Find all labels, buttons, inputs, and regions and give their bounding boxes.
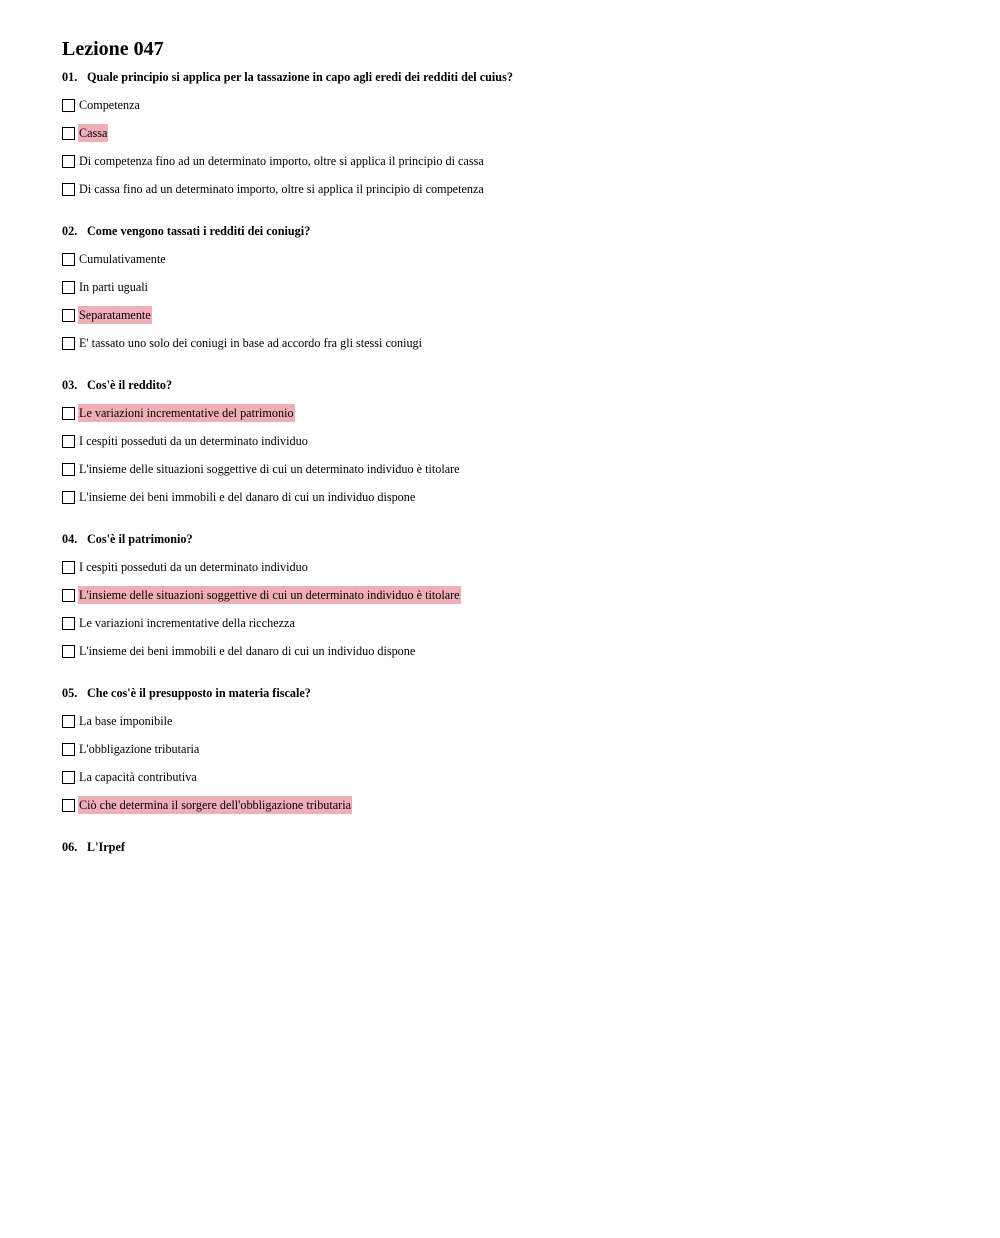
answer-checkbox[interactable] xyxy=(62,183,75,196)
answer-text: Le variazioni incrementative della ricchezza xyxy=(79,616,295,630)
highlighted-answer-text: L'insieme delle situazioni soggettive di cui un determinato individuo è titolare xyxy=(79,588,460,602)
answer-text: I cespiti posseduti da un determinato individuo xyxy=(79,434,308,448)
document-page xyxy=(62,36,962,875)
answer-text: L'obbligazione tributaria xyxy=(79,742,200,756)
answer-checkbox[interactable] xyxy=(62,617,75,630)
answer-checkbox[interactable] xyxy=(62,715,75,728)
answer-option[interactable] xyxy=(62,553,962,581)
highlighted-answer-text: Le variazioni incrementative del patrimonio xyxy=(79,406,294,420)
question-number: 01. xyxy=(62,70,78,84)
question-number: 06. xyxy=(62,840,78,854)
answer-option[interactable] xyxy=(62,329,962,357)
answer-text: Di cassa fino ad un determinato importo, oltre si applica il principio di competenza xyxy=(79,182,484,196)
answer-checkbox[interactable] xyxy=(62,799,75,812)
question-number: 03. xyxy=(62,378,78,392)
question-number: 02. xyxy=(62,224,78,238)
question-number: 04. xyxy=(62,532,78,546)
question-5 xyxy=(62,685,962,819)
answer-checkbox[interactable] xyxy=(62,561,75,574)
answer-option[interactable] xyxy=(62,273,962,301)
answer-text: La capacità contributiva xyxy=(79,770,197,784)
answer-checkbox[interactable] xyxy=(62,645,75,658)
answer-text: L'insieme dei beni immobili e del danaro di cui un individuo dispone xyxy=(79,644,416,658)
answer-option[interactable] xyxy=(62,637,962,665)
answer-option[interactable] xyxy=(62,735,962,763)
answer-checkbox[interactable] xyxy=(62,463,75,476)
answer-option[interactable] xyxy=(62,791,962,819)
answer-option[interactable] xyxy=(62,399,962,427)
page-title: Lezione 047 xyxy=(62,38,164,60)
question-heading xyxy=(62,531,962,547)
answer-option[interactable] xyxy=(62,707,962,735)
answer-option[interactable] xyxy=(62,581,962,609)
answer-text: L'insieme dei beni immobili e del danaro di cui un individuo dispone xyxy=(79,490,416,504)
highlighted-answer-text: Ciò che determina il sorgere dell'obbligazione tributaria xyxy=(79,798,352,812)
answer-option[interactable] xyxy=(62,147,962,175)
answer-text: Competenza xyxy=(79,98,140,112)
question-6 xyxy=(62,839,962,855)
answer-text: E' tassato uno solo dei coniugi in base ad accordo fra gli stessi coniugi xyxy=(79,336,423,350)
answer-checkbox[interactable] xyxy=(62,771,75,784)
question-1 xyxy=(62,69,962,203)
answer-option[interactable] xyxy=(62,119,962,147)
answer-text: In parti uguali xyxy=(79,280,149,294)
answer-checkbox[interactable] xyxy=(62,337,75,350)
question-number: 05. xyxy=(62,686,78,700)
answer-text: Di competenza fino ad un determinato importo, oltre si applica il principio di cassa xyxy=(79,154,484,168)
question-text: Come vengono tassati i redditi dei coniugi? xyxy=(87,224,311,238)
answer-option[interactable] xyxy=(62,175,962,203)
answer-option[interactable] xyxy=(62,427,962,455)
answer-checkbox[interactable] xyxy=(62,127,75,140)
answer-checkbox[interactable] xyxy=(62,155,75,168)
highlighted-answer-text: Separatamente xyxy=(79,308,151,322)
answer-text: L'insieme delle situazioni soggettive di cui un determinato individuo è titolare xyxy=(79,462,460,476)
answer-option[interactable] xyxy=(62,301,962,329)
answer-option[interactable] xyxy=(62,91,962,119)
question-heading xyxy=(62,685,962,701)
question-3 xyxy=(62,377,962,511)
answer-checkbox[interactable] xyxy=(62,407,75,420)
question-heading xyxy=(62,223,962,239)
answer-checkbox[interactable] xyxy=(62,99,75,112)
question-heading xyxy=(62,839,962,855)
answer-option[interactable] xyxy=(62,245,962,273)
answer-option[interactable] xyxy=(62,483,962,511)
answer-checkbox[interactable] xyxy=(62,491,75,504)
question-text: L'Irpef xyxy=(87,840,125,854)
answer-checkbox[interactable] xyxy=(62,435,75,448)
answer-checkbox[interactable] xyxy=(62,253,75,266)
question-list xyxy=(62,69,962,855)
answer-checkbox[interactable] xyxy=(62,309,75,322)
question-heading xyxy=(62,69,962,85)
answer-checkbox[interactable] xyxy=(62,743,75,756)
question-heading xyxy=(62,377,962,393)
question-text: Che cos'è il presupposto in materia fiscale? xyxy=(87,686,311,700)
answer-checkbox[interactable] xyxy=(62,589,75,602)
question-text: Cos'è il reddito? xyxy=(87,378,173,392)
answer-text: La base imponibile xyxy=(79,714,173,728)
answer-text: Cumulativamente xyxy=(79,252,166,266)
answer-option[interactable] xyxy=(62,609,962,637)
question-2 xyxy=(62,223,962,357)
answer-text: I cespiti posseduti da un determinato individuo xyxy=(79,560,308,574)
question-text: Cos'è il patrimonio? xyxy=(87,532,193,546)
answer-checkbox[interactable] xyxy=(62,281,75,294)
question-text: Quale principio si applica per la tassazione in capo agli eredi dei redditi del cuius? xyxy=(87,70,513,84)
question-4 xyxy=(62,531,962,665)
highlighted-answer-text: Cassa xyxy=(79,126,108,140)
answer-option[interactable] xyxy=(62,455,962,483)
answer-option[interactable] xyxy=(62,763,962,791)
